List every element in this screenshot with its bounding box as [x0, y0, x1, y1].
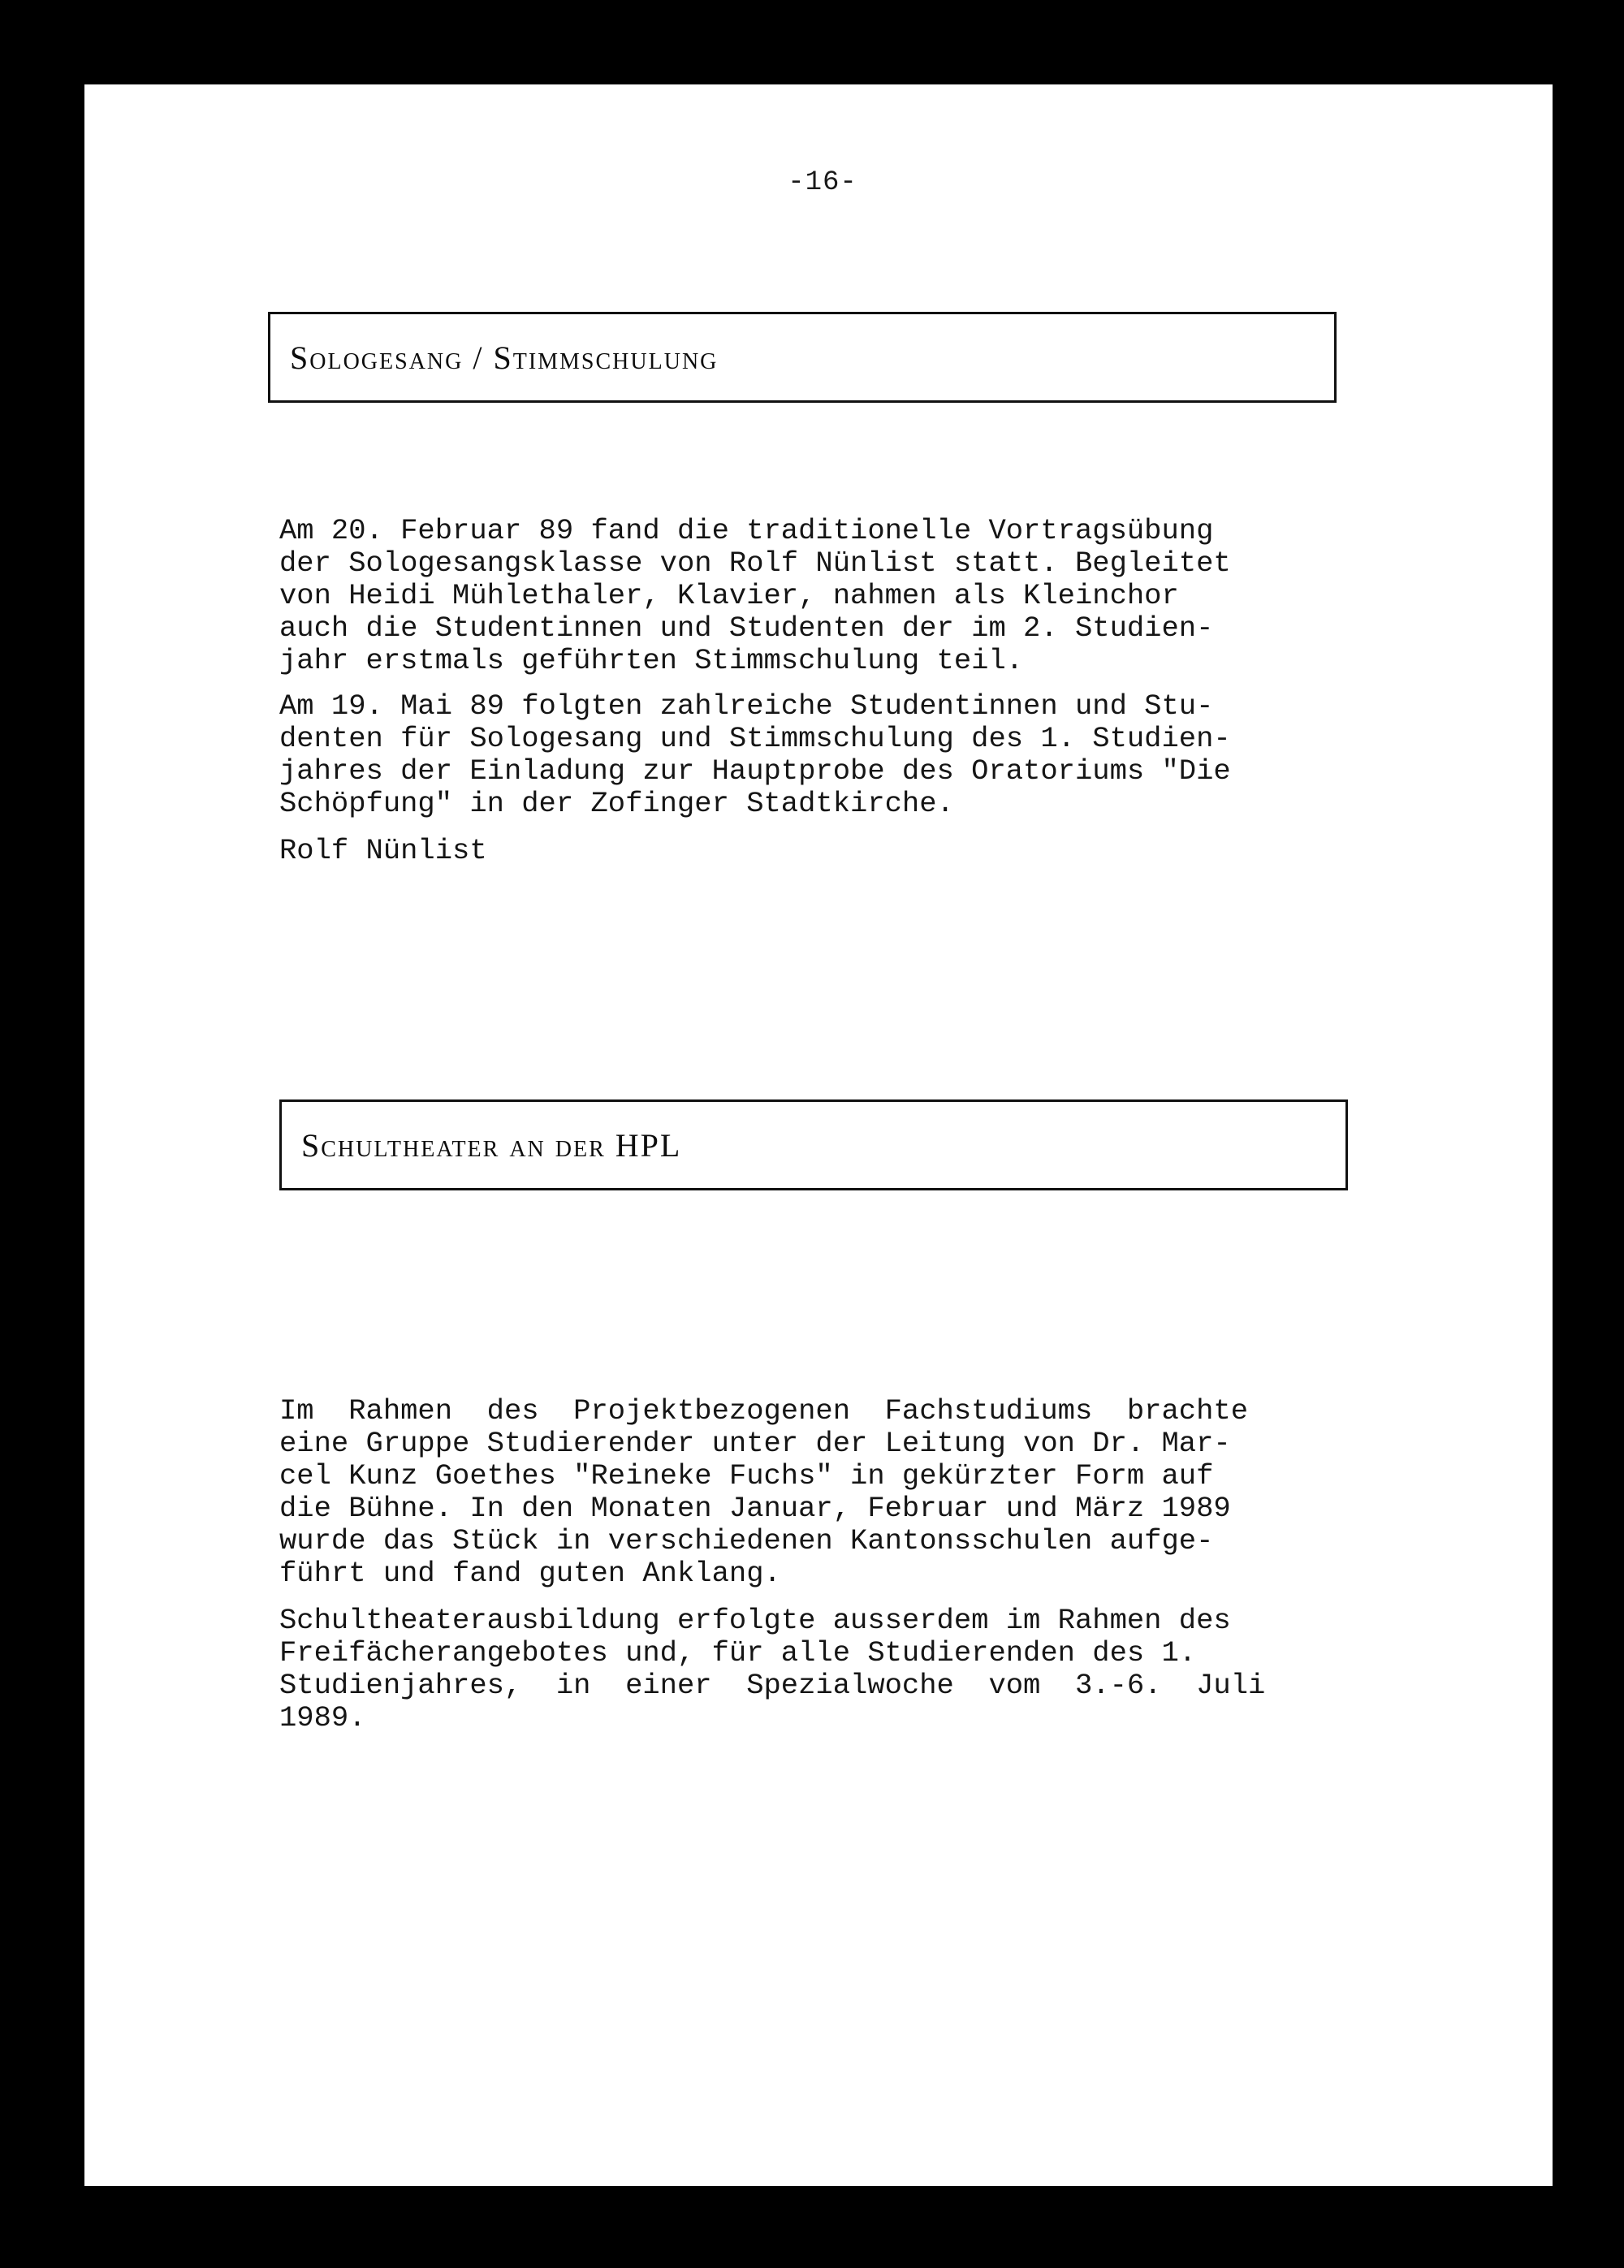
section-heading-box-sologesang — [268, 312, 1337, 403]
document-page — [84, 84, 1553, 2186]
paragraph-hauptprobe: Am 19. Mai 89 folgten zahlreiche Studentinnen und Stu- denten für Sologesang und Stimmschulung des 1. Studien- jahres der Einladung zur Hauptprobe des Oratoriums "Die Schöpfung" in der Zofinger Stadtkirche. — [279, 689, 1231, 820]
paragraph-reineke-fuchs: Im Rahmen des Projektbezogenen Fachstudiums brachte eine Gruppe Studierender unter der Leitung von Dr. Mar- cel Kunz Goethes "Reineke Fuchs" in gekürzter Form auf die Bühne. In den Monaten Januar, Februar und März 1989 wurde das Stück in verschiedenen Kantonsschulen aufge- führt und fand guten Anklang. — [279, 1394, 1248, 1590]
page-number: -16- — [788, 167, 857, 198]
section-heading-box-schultheater — [279, 1099, 1348, 1190]
paragraph-vortragsuebung: Am 20. Februar 89 fand die traditionelle Vortragsübung der Sologesangsklasse von Rolf Nünlist statt. Begleitet von Heidi Mühlethaler, Klavier, nahmen als Kleinchor auch die Studentinnen und Studenten der im 2. Studien- jahr erstmals geführten Stimmschulung teil. — [279, 514, 1231, 677]
section-heading-sologesang: Sologesang / Stimmschulung — [290, 339, 719, 376]
author-signature: Rolf Nünlist — [279, 834, 487, 867]
paragraph-schultheaterausbildung: Schultheaterausbildung erfolgte ausserdem im Rahmen des Freifächerangebotes und, für alle Studierenden des 1. Studienjahres, in einer Spezialwoche vom 3.-6. Juli 1989. — [279, 1604, 1266, 1734]
section-heading-schultheater: Schultheater an der HPL — [301, 1126, 682, 1164]
